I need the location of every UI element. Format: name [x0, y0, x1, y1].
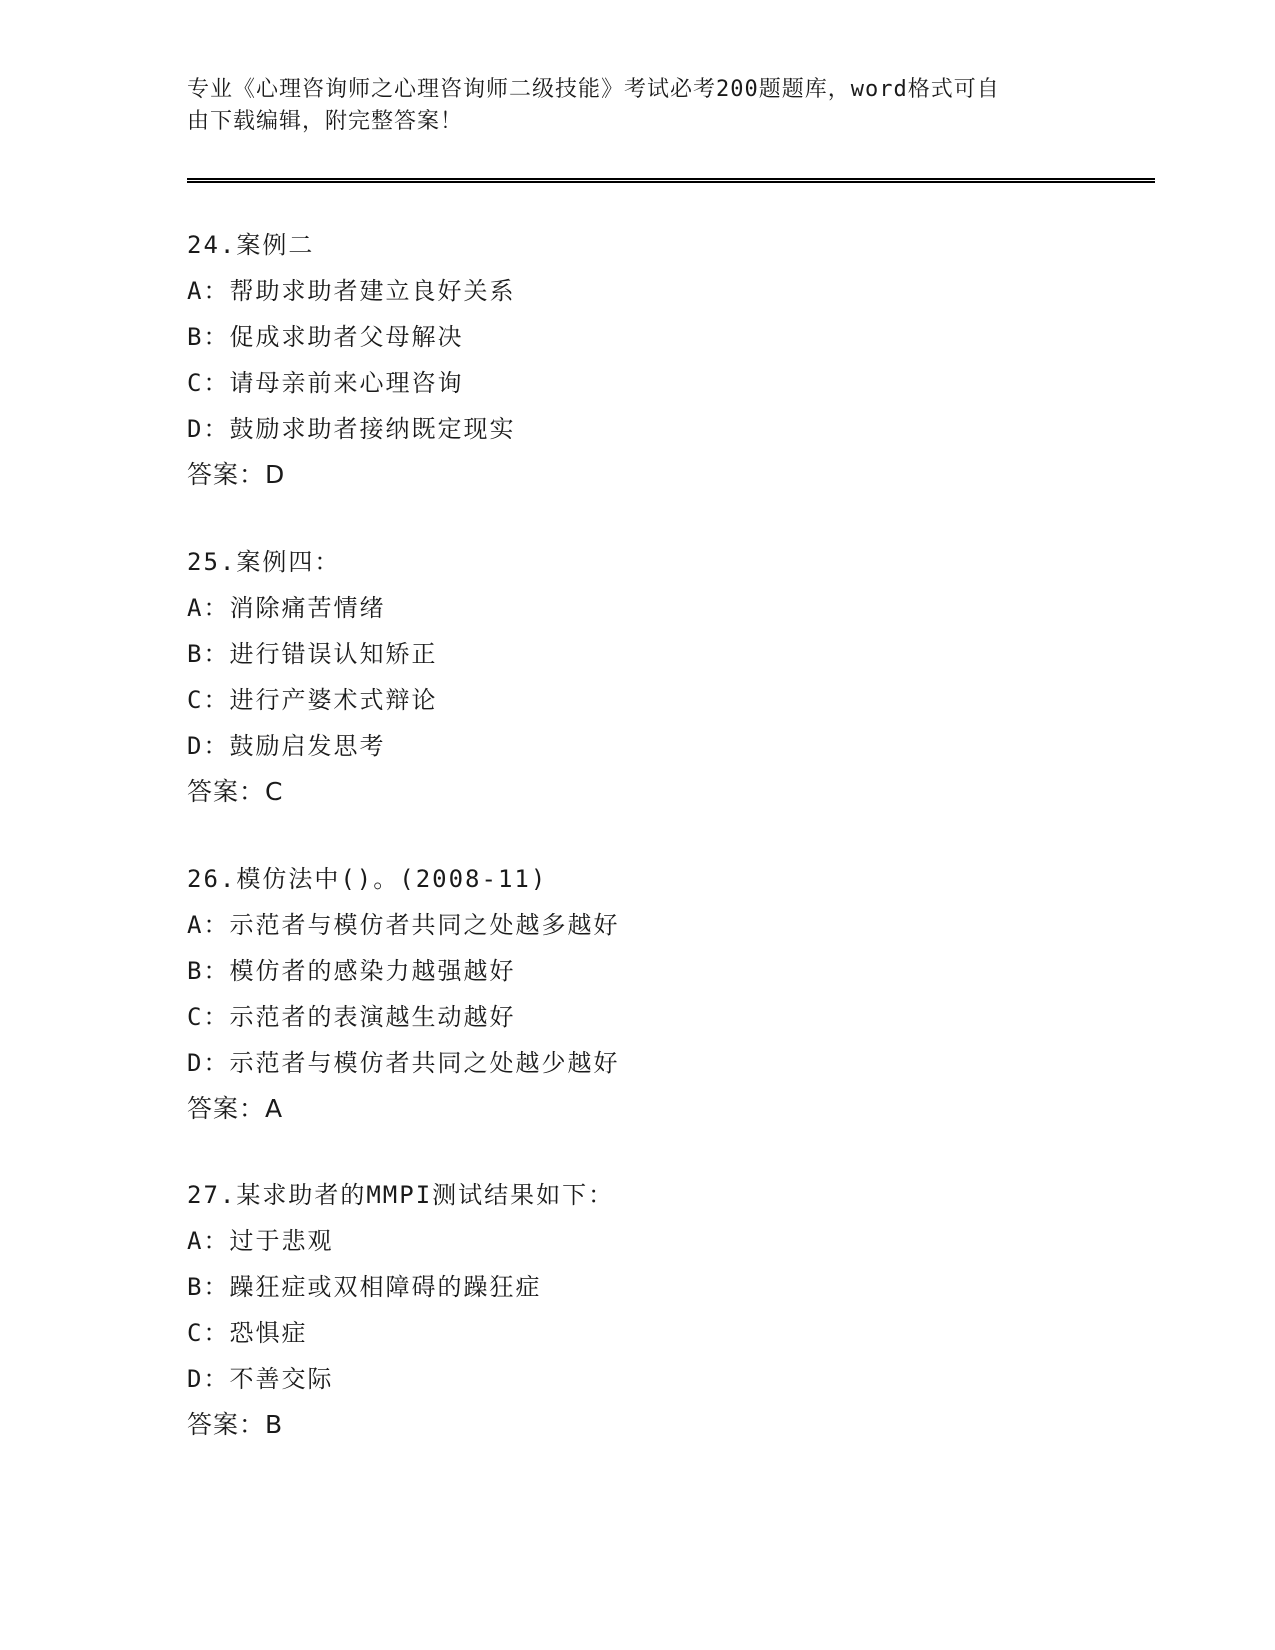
header-line-2: 由下载编辑，附完整答案！: [187, 109, 464, 134]
option-d: D：不善交际: [187, 1365, 334, 1393]
option-a: A：消除痛苦情绪: [187, 594, 386, 622]
option-b: B：进行错误认知矫正: [187, 640, 438, 668]
option-a: A：帮助求助者建立良好关系: [187, 277, 516, 305]
answer-label: 答案：D: [187, 460, 286, 489]
question-stem: 27.某求助者的MMPI测试结果如下：: [187, 1181, 615, 1209]
option-d: D：鼓励求助者接纳既定现实: [187, 415, 516, 443]
option-b: B：促成求助者父母解决: [187, 323, 464, 351]
question-26: [187, 856, 1087, 1132]
option-b: B：模仿者的感染力越强越好: [187, 957, 516, 985]
document-header: [187, 74, 1067, 138]
option-b: B：躁狂症或双相障碍的躁狂症: [187, 1273, 542, 1301]
answer-label: 答案：C: [187, 777, 284, 806]
question-24: [187, 222, 1087, 498]
option-d: D：鼓励启发思考: [187, 732, 386, 760]
option-c: C：请母亲前来心理咨询: [187, 369, 464, 397]
question-25: [187, 539, 1087, 815]
question-stem: 26.模仿法中()。(2008-11): [187, 865, 548, 893]
option-d: D：示范者与模仿者共同之处越少越好: [187, 1049, 620, 1077]
header-divider: [187, 178, 1155, 183]
option-a: A：示范者与模仿者共同之处越多越好: [187, 911, 620, 939]
option-c: C：恐惧症: [187, 1319, 308, 1347]
question-stem: 24.案例二: [187, 231, 315, 259]
option-a: A：过于悲观: [187, 1227, 334, 1255]
option-c: C：示范者的表演越生动越好: [187, 1003, 516, 1031]
question-27: [187, 1172, 1087, 1448]
answer-label: 答案：B: [187, 1410, 284, 1439]
header-line-1: 专业《心理咨询师之心理咨询师二级技能》考试必考200题题库，word格式可自: [187, 77, 1000, 102]
question-stem: 25.案例四：: [187, 548, 341, 576]
answer-label: 答案：A: [187, 1094, 284, 1123]
option-c: C：进行产婆术式辩论: [187, 686, 438, 714]
